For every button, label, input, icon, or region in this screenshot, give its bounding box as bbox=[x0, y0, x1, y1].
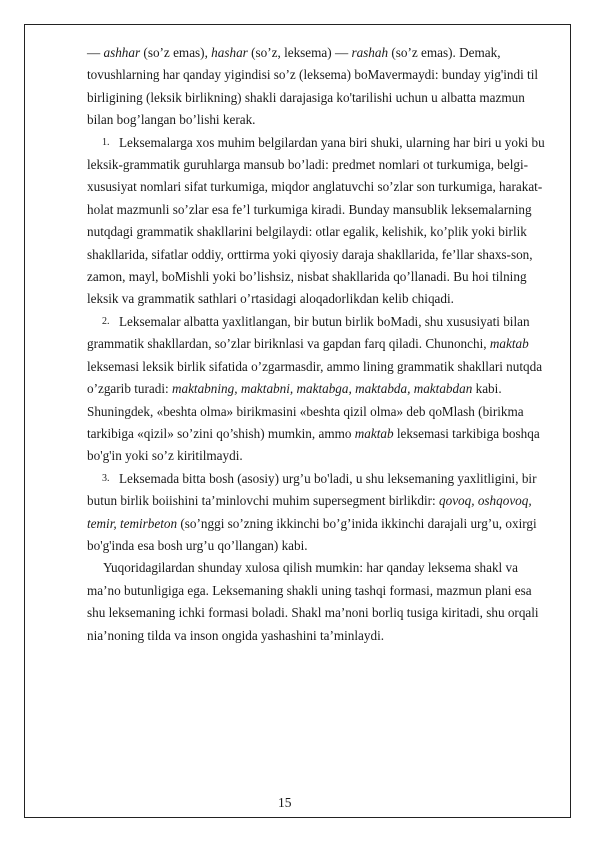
list-item-text: Leksemada bitta bosh (asosiy) urg’u bo'ladi, u shu leksemaning yaxlitligini, bir butun birlik boiishini ta’minlovchi muhim supersegment birlikdir: bbox=[87, 470, 537, 509]
intro-paragraph bbox=[87, 42, 553, 132]
example-word: hashar bbox=[211, 45, 248, 60]
list-item-text: leksemasi tarkibiga boshqa bo'g'in yoki so’z kiritilmaydi. bbox=[87, 425, 540, 464]
list-item-text: Leksemalar albatta yaxlitlangan, bir butun birlik boMadi, shu xususiyati bilan grammatik shakllardan, so’zlar biriknlasi va gapdan farq qiladi. Chunonchi, bbox=[87, 313, 530, 352]
example-word: qovoq, oshqovoq, temir, temirbeton bbox=[87, 493, 532, 531]
list-number: 1. bbox=[102, 136, 110, 148]
example-word: maktab bbox=[354, 425, 394, 441]
example-word: ashhar bbox=[103, 45, 141, 60]
list-item-3 bbox=[87, 468, 553, 558]
example-word: rashah bbox=[351, 45, 389, 60]
page-body bbox=[87, 42, 553, 647]
list-number: 2. bbox=[102, 315, 110, 327]
conclusion-paragraph: Yuqoridagilardan shunday xulosa qilish mumkin: har qanday leksema shakl va ma’no butunligiga ega. Leksemaning shakli uning tashqi formasi, mazmun plani esa shu leksemaning ichki formasi boladi. Shakl ma’noni borliq tusiga kiritadi, shu orqali nia’noning tilda va inson ongida yashashini ta’minlaydi. bbox=[87, 560, 539, 643]
intro-text: (so’z, leksema) — bbox=[247, 45, 352, 60]
list-item-2 bbox=[87, 311, 553, 468]
example-word: maktab bbox=[489, 336, 529, 352]
list-item-text: kabi. Shuningdek, «beshta olma» birikmasini «beshta qizil olma» deb qoMlash (birikma tarkibiga «qizil» so’zini qo’shish) mumkin, ammo bbox=[87, 381, 524, 441]
page-number: 15 bbox=[278, 795, 292, 810]
list-item-text: leksemasi leksik birlik sifatida o’zgarmasdir, ammo lining grammatik shakllari nutqda o’zgarib turadi: bbox=[87, 358, 543, 397]
list-item-text: Leksemalarga xos muhim belgilardan yana biri shuki, ularning har biri u yoki bu leksik-grammatik guruhlarga mansub bo’ladi: predmet nomlari ot turkumiga, belgi-xususiyat nomlari sifat turkumiga, miqdor anglatuvchi so’zlar son turkumiga, harakat-holat mazmunli so’zlar esa fe’l turkumiga kiradi. Bunday mansublik leksemalarning nutqdagi grammatik shakllarini belgilaydi: otlar egalik, kelishik, ko’plik yoki birlik shakllarida, sifatlar oddiy, orttirma yoki qiyosiy daraja shakllarida, fe’llar shaxs-son, zamon, mayl, boMishli yoki bo’lishsiz, nisbat shakllarida qo’llanadi. Bu hoi tilning leksik va grammatik sathlari o’rtasidagi aloqadorlikdan kelib chiqadi. bbox=[87, 134, 545, 307]
intro-text: (so’z emas). Demak, tovushlarning har qanday yigindisi so’z (leksema) boMavermaydi: bunday yig'indi til birligining (leksik birlikning) shakli darajasiga ko'tarilishi uchun u albatta mazmun bilan bog’langan bo’lishi kerak. bbox=[87, 45, 539, 128]
intro-text: — bbox=[87, 45, 104, 60]
intro-text: (so’z emas), bbox=[140, 45, 212, 60]
example-word: maktabning, maktabni, maktabga, maktabda, maktabdan bbox=[171, 381, 473, 397]
list-item-1 bbox=[87, 132, 553, 311]
list-number: 3. bbox=[102, 472, 110, 484]
list-item-text: (so’nggi so’zning ikkinchi bo’g’inida ikkinchi darajali urg’u, oxirgi bo'g'inda esa bosh urg’u qo’llangan) kabi. bbox=[87, 515, 537, 553]
